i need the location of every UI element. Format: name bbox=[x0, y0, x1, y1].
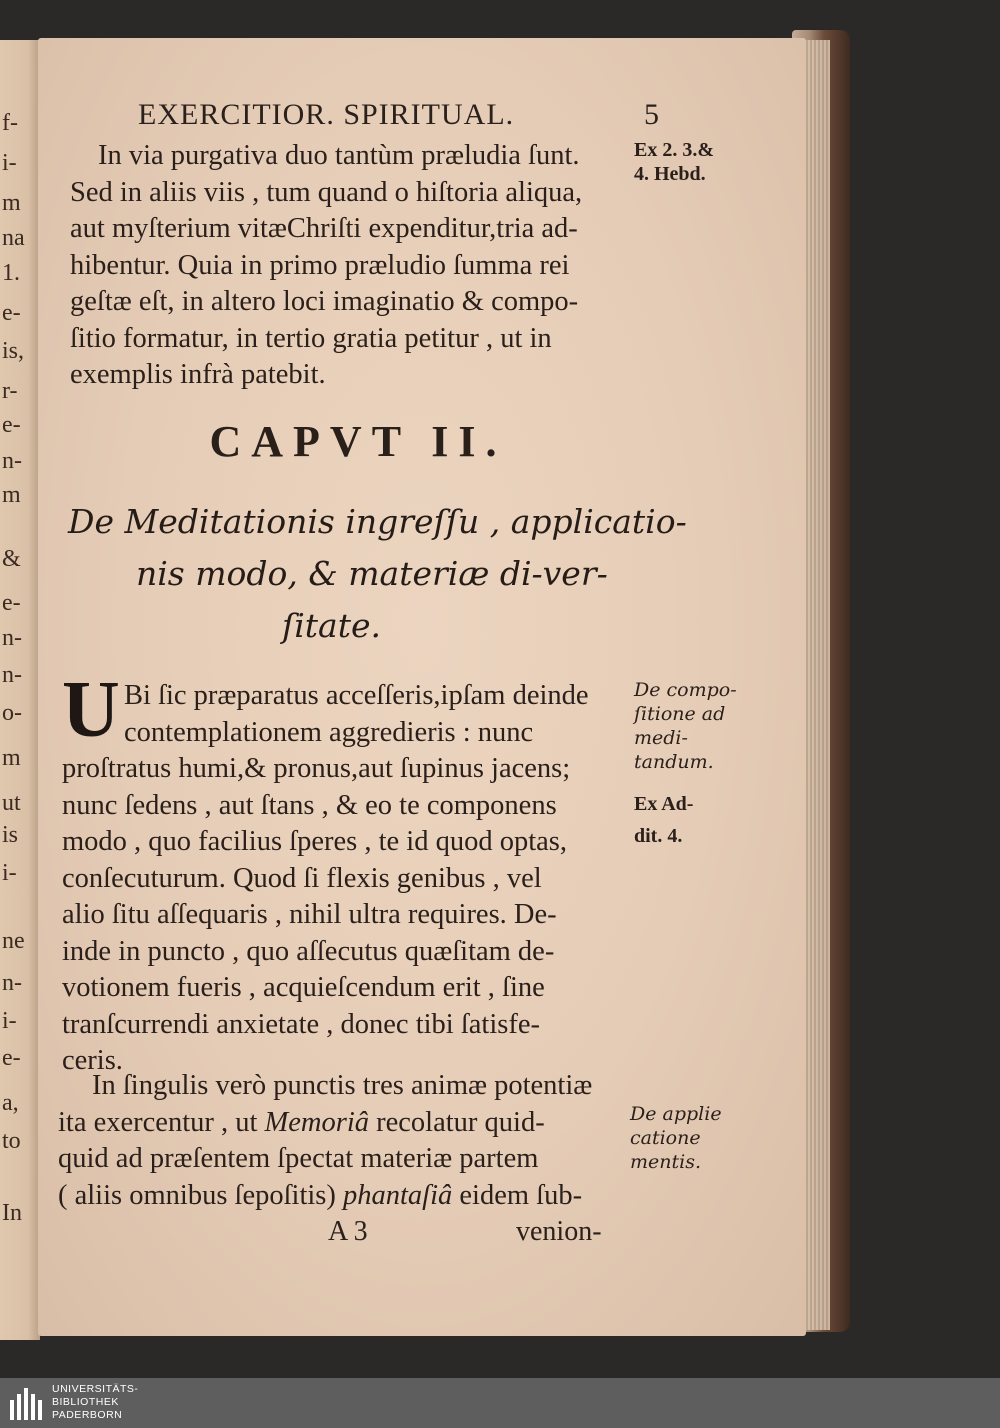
left-page-fragment: ut bbox=[2, 790, 21, 816]
left-page-fragment: is bbox=[2, 822, 19, 848]
text-line: In ſingulis verò punctis tres animæ potentiæ bbox=[92, 1070, 593, 1101]
left-page-fragment: m bbox=[2, 190, 21, 216]
left-page-fragment: In bbox=[2, 1200, 22, 1226]
paragraph-3 bbox=[58, 1068, 628, 1214]
chapter-subtitle bbox=[68, 496, 687, 652]
text-line: exemplis infrà patebit. bbox=[70, 359, 326, 390]
text-line: conſecuturum. Quod ſi flexis genibus , vel bbox=[62, 862, 542, 894]
left-page-fragment: o- bbox=[2, 700, 22, 726]
left-page-fragment: m bbox=[2, 482, 21, 508]
italic-term: phantaſiâ bbox=[343, 1179, 453, 1211]
marginal-line: Ex 2. 3.& bbox=[634, 139, 714, 161]
left-page-fragment: i- bbox=[2, 150, 17, 176]
left-page-fragment: n- bbox=[2, 970, 22, 996]
running-header bbox=[138, 98, 660, 132]
italic-term: Memoriâ bbox=[264, 1106, 370, 1138]
book-page bbox=[38, 38, 806, 1336]
chapter-heading: CAPVT II. bbox=[209, 417, 507, 466]
text-line: Bi ſic præparatus acceſſeris,ipſam deinde bbox=[124, 680, 589, 711]
library-name-line: BIBLIOTHEK bbox=[52, 1396, 119, 1408]
text-line: contemplationem aggredieris : nunc bbox=[124, 716, 534, 748]
left-page-fragment: e- bbox=[2, 1045, 21, 1071]
marginal-note-1 bbox=[634, 138, 714, 186]
text-line: Sed in aliis viis , tum quand o hiſtoria aliqua, bbox=[70, 176, 583, 208]
text-run: recolatur quid- bbox=[369, 1106, 545, 1138]
marginal-line: catione bbox=[630, 1127, 701, 1149]
marginal-line: Ex Ad- bbox=[634, 793, 694, 815]
marginal-line: medi- bbox=[634, 727, 688, 749]
marginal-note-3 bbox=[634, 788, 693, 852]
left-page-fragment: r- bbox=[2, 378, 18, 404]
text-line: votionem fueris , acquieſcendum erit , ſine bbox=[62, 972, 545, 1003]
text-line: hibentur. Quia in primo præludio ſumma rei bbox=[70, 249, 570, 281]
running-title: EXERCITIOR. SPIRITUAL. bbox=[138, 98, 515, 131]
subtitle-line: De Meditationis ingreſſu , applicatio- bbox=[68, 502, 687, 541]
drop-cap: U bbox=[62, 666, 120, 754]
text-line: aut myſterium vitæChriſti expenditur,tria ad- bbox=[70, 213, 578, 244]
marginal-line: De applie bbox=[630, 1103, 722, 1125]
left-page-fragment: n- bbox=[2, 662, 22, 688]
subtitle-line: nis modo, & materiæ di-ver- bbox=[136, 554, 608, 593]
folio-number: 5 bbox=[644, 98, 660, 131]
text-run: ( aliis omnibus ſepoſitis) bbox=[58, 1179, 343, 1211]
library-name[interactable] bbox=[52, 1383, 138, 1422]
signature-mark: A 3 bbox=[328, 1216, 368, 1247]
marginal-note-4 bbox=[630, 1102, 722, 1174]
left-page-fragment: n- bbox=[2, 625, 22, 651]
left-page-fragment: i- bbox=[2, 1008, 17, 1034]
left-page-fragment: to bbox=[2, 1128, 21, 1154]
marginal-line: tandum. bbox=[634, 751, 714, 773]
left-page-fragment: 1. bbox=[2, 260, 20, 286]
text-line: tranſcurrendi anxietate , donec tibi ſatisfe- bbox=[62, 1008, 540, 1040]
text-line: ceris. bbox=[62, 1045, 123, 1076]
left-page-fragment: a, bbox=[2, 1090, 19, 1116]
text-line bbox=[58, 1178, 628, 1215]
marginal-line: De compo- bbox=[634, 679, 737, 701]
left-page-fragment: e- bbox=[2, 412, 21, 438]
text-line: In via purgativa duo tantùm præludia ſunt. bbox=[98, 140, 580, 171]
library-name-line: UNIVERSITÄTS- bbox=[52, 1383, 139, 1395]
library-name-line: PADERBORN bbox=[52, 1409, 123, 1421]
marginal-note-2 bbox=[634, 678, 737, 774]
left-page-fragment: na bbox=[2, 225, 25, 251]
text-line: modo , quo facilius ſperes , te id quod optas, bbox=[62, 826, 567, 857]
left-page-fragment: e- bbox=[2, 300, 21, 326]
left-page-fragment: is, bbox=[2, 338, 25, 364]
left-page-fragment: f- bbox=[2, 110, 18, 136]
text-line: geſtæ eſt, in altero loci imaginatio & compo- bbox=[70, 286, 579, 317]
text-line: alio ſitu aſſequaris , nihil ultra requires. De- bbox=[62, 899, 557, 930]
left-page-fragment: ne bbox=[2, 928, 25, 954]
left-page-fragment: n- bbox=[2, 448, 22, 474]
text-line bbox=[58, 1105, 628, 1142]
text-line: quid ad præſentem ſpectat materiæ partem bbox=[58, 1143, 539, 1174]
marginal-line: mentis. bbox=[630, 1151, 701, 1173]
marginal-line: 4. Hebd. bbox=[634, 163, 706, 185]
text-line: ſitio formatur, in tertio gratia petitur , ut in bbox=[70, 322, 552, 354]
left-page-fragment: e- bbox=[2, 590, 21, 616]
library-logo-icon bbox=[10, 1386, 44, 1420]
paragraph-2 bbox=[62, 666, 628, 1080]
marginal-line: dit. 4. bbox=[634, 825, 683, 847]
text-line: proſtratus humi,& pronus,aut ſupinus jacens; bbox=[62, 753, 571, 784]
catchword: venion- bbox=[516, 1216, 602, 1247]
left-facing-page bbox=[0, 40, 40, 1340]
text-line: inde in puncto , quo aſſecutus quæſitam de- bbox=[62, 935, 555, 967]
text-run: ita exercentur , ut bbox=[58, 1106, 265, 1138]
left-page-fragment: & bbox=[2, 546, 21, 572]
left-page-fragment: i- bbox=[2, 860, 17, 886]
paragraph-1 bbox=[70, 138, 626, 394]
marginal-line: ſitione ad bbox=[634, 703, 726, 725]
text-run: eidem ſub- bbox=[452, 1179, 583, 1211]
left-page-fragment: m bbox=[2, 745, 21, 771]
subtitle-line: ſitate. bbox=[282, 606, 381, 645]
library-footer-bar bbox=[0, 1378, 1000, 1428]
text-line: nunc ſedens , aut ſtans , & eo te componens bbox=[62, 789, 557, 821]
